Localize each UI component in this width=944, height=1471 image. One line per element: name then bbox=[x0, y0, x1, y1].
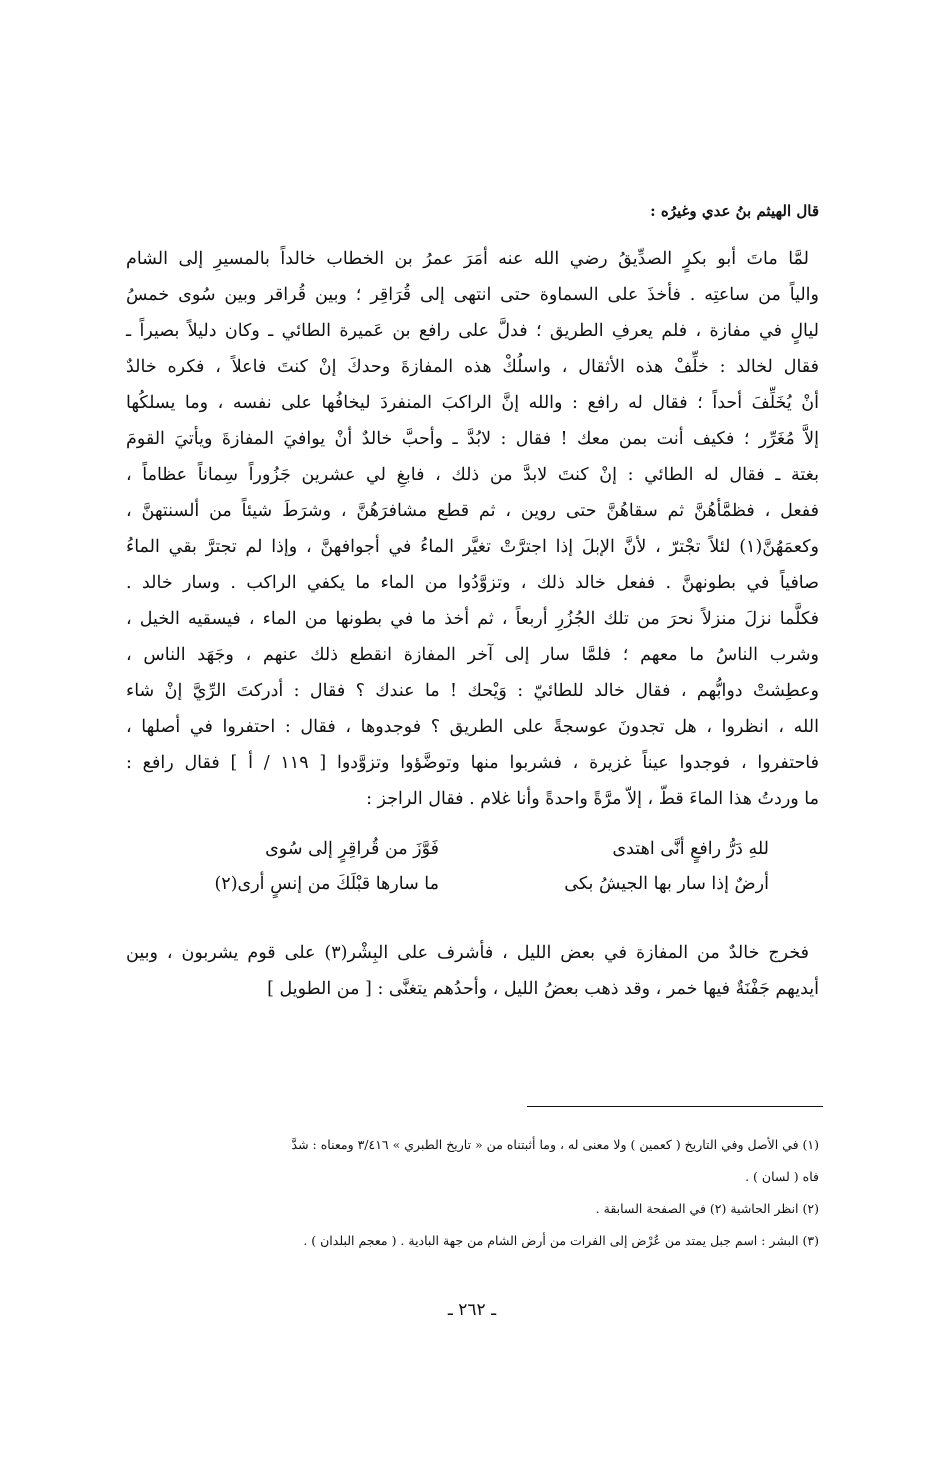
text-line: فقال لخالد : خلِّفْ هذه الأثقال ، واسلُكْ هذه المفازةَ وحدكَ إنْ كنتَ فاعلاً ، فكره خالدٌ bbox=[126, 357, 819, 377]
verse-row bbox=[169, 834, 769, 864]
text-line: بغتة ـ فقال له الطائي : إنْ كنتَ لابدَّ من ذلك ، فابغِ لي عشرين جَزُوراً سِماناً عظاماً ، bbox=[126, 465, 819, 485]
footnote-line: (٣) البشر : اسم جبل يمتد من عُرْض إلى الفرات من أرض الشام من جهة البادية . ( معجم البلدان ) . bbox=[303, 1233, 819, 1248]
verse-row bbox=[169, 869, 769, 899]
verse-hemistich-second: فَوَّزَ من قُراقِرٍ إلى سُوى bbox=[265, 839, 439, 859]
text-line: لمَّا ماتَ أبو بكرٍ الصدِّيقُ رضي الله عنه أمَرَ عمرُ بن الخطاب خالداً بالمسيرِ إلى الشام bbox=[126, 249, 809, 269]
footnote-line: (٢) انظر الحاشية (٢) في الصفحة السابقة . bbox=[595, 1201, 819, 1216]
text-line: والياً من ساعتِه . فأخذَ على السماوة حتى انتهى إلى قُرَاقِر ؛ وبين قُراقر وبين سُوى خمسُ bbox=[126, 285, 819, 305]
text-line: ليالٍ في مفازة ، فلم يعرفِ الطريق ؛ فدلَّ على رافع بن عَميرة الطائي ـ وكان دليلاً بصيراً ـ bbox=[126, 321, 819, 341]
text-line: صافياً في بطونهنَّ . ففعل خالد ذلك ، وتزوَّدُوا من الماء ما يكفي الراكب . وسار خالد . bbox=[126, 573, 819, 593]
footnote-line: فاه ( لسان ) . bbox=[745, 1169, 819, 1184]
text-line: أنْ يُخَلِّفَ أحداً ؛ فقال له رافع : والله إنَّ الراكبَ المنفردَ ليخافُها على نفسه ، وما يسلكُها bbox=[126, 393, 819, 413]
verse-hemistich-second: ما سارها قبْلَكَ من إنسٍ أرى(٢) bbox=[214, 874, 439, 894]
text-line: ما وردتُ هذا الماءَ قطّ ، إلاّ مرَّةً واحدةً وأنا غلام . فقال الراجز : bbox=[366, 789, 819, 809]
footnote-line: (١) في الأصل وفي التاريخ ( كعمين ) ولا معنى له ، وما أثبتناه من « تاريخ الطبري » ٣/٤١٦ ومعناه : شدَّ bbox=[291, 1137, 819, 1152]
text-line: إلاَّ مُغَرِّر ؛ فكيف أنت بمن معك ! فقال : لابُدَّ ـ وأحبَّ خالدٌ أنْ يوافيَ المفازةَ ويأتيَ القومَ bbox=[126, 429, 819, 449]
text-line: فخرج خالدٌ من المفازة في بعض الليل ، فأشرف على البِشْر(٣) على قوم يشربون ، وبين bbox=[126, 943, 809, 963]
text-line: ففعل ، فظمَّأهُنَّ ثم سقاهُنَّ حتى روين ، ثم قطع مشافرَهُنَّ ، وشرَطَ شيئاً من ألسنتهنَّ ، bbox=[126, 501, 819, 521]
text-line: فكلَّما نزلَ منزلاً نحرَ من تلك الجُزُرِ أربعاً ، ثم أخذ ما في بطونها من الماء ، فيسقيه الخيل ، bbox=[126, 609, 819, 629]
text-line: وكعمَهُنَّ(١) لئلاً تجْترّ ، لأنَّ الإبلَ إذا اجترَّتْ تغيَّر الماءُ في أجوافهنَّ ، وإذا لم تجترَّ بقي الماءُ bbox=[126, 537, 819, 557]
text-line: فاحتفروا ، فوجدوا عيناً غزيرة ، فشربوا منها وتوضَّؤوا وتزوَّدوا [ ١١٩ / أ ] فقال رافع : bbox=[126, 753, 819, 773]
footnote-divider bbox=[527, 1106, 823, 1107]
verse-hemistich-first: للهِ دَرُّ رافعٍ أنَّى اهتدى bbox=[612, 839, 769, 859]
text-line: أيديهم جَفْنَةٌ فيها خمر ، وقد ذهب بعضُ الليل ، وأحدُهم يتغنَّى : [ من الطويل ] bbox=[267, 979, 819, 999]
text-line: وعطِشتْ دوابُّهم ، فقال خالد للطائيّ : وَيْحك ! ما عندك ؟ فقال : أدركتَ الرِّيَّ إنْ شاء bbox=[126, 681, 819, 701]
page-number: ـ ٢٦٢ ـ bbox=[447, 1300, 497, 1320]
text-line: الله ، انظروا ، هل تجدونَ عوسجةً على الطريق ؟ فوجدوها ، فقال : احتفروا في أصلها ، bbox=[126, 717, 819, 737]
section-heading: قال الهيثم بنُ عدي وغيرُه : bbox=[650, 202, 819, 220]
verse-hemistich-first: أرضٌ إذا سار بها الجيشُ بكى bbox=[564, 874, 769, 894]
text-line: وشرب الناسُ ما معهم ؛ فلمَّا سار إلى آخر المفازة انقطع ذلك عنهم ، وجَهَد الناس ، bbox=[126, 645, 819, 665]
